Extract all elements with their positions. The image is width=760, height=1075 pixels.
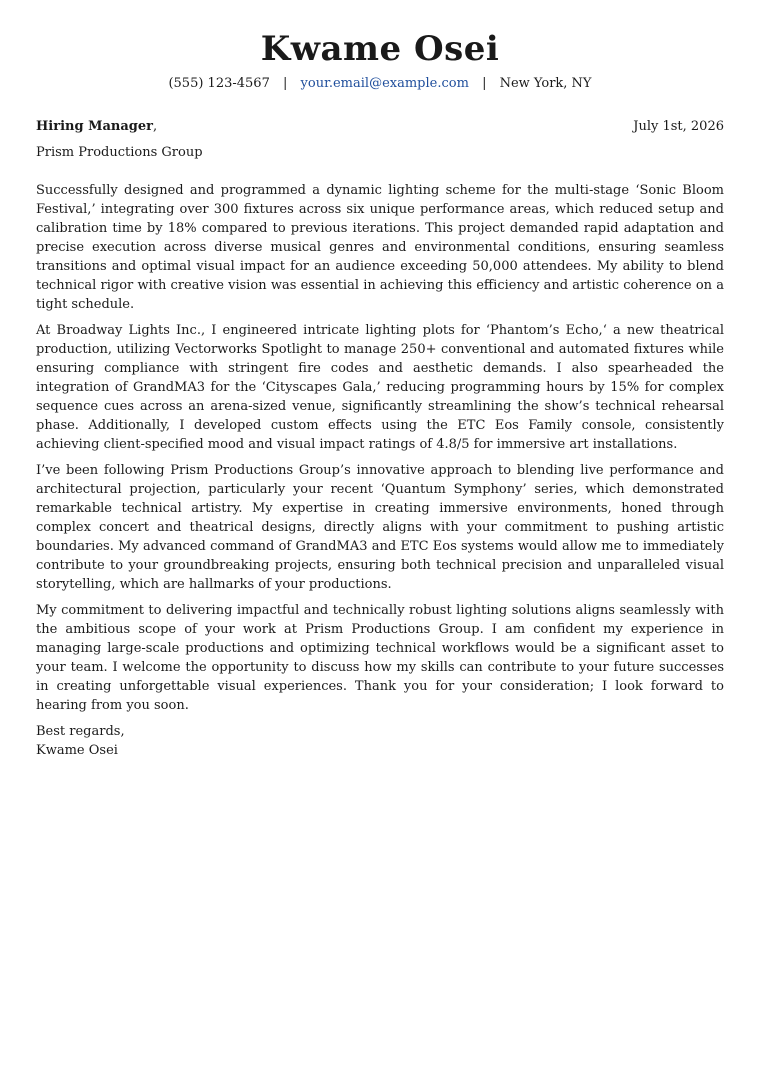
- body-paragraph: My commitment to delivering impactful and technically robust lighting solutions aligns seamlessly with the ambitious scope of your work at Prism Productions Group. I am confident my experience in managing large-scale productions and optimizing technical workflows would be a significant asset to your team. I welcome the opportunity to discuss how my skills can contribute to your future successes in creating unforgettable visual experiences. Thank you for your consideration; I look forward to hearing from you soon.: [36, 603, 724, 713]
- sign-off: Best regards,: [36, 724, 125, 739]
- cover-letter-page: [36, 26, 724, 760]
- phone-number: (555) 123-4567: [168, 76, 270, 91]
- location: New York, NY: [499, 76, 592, 91]
- letter-closing: [36, 722, 724, 760]
- letter-body: [36, 181, 724, 715]
- signature-name: Kwame Osei: [36, 743, 118, 758]
- contact-separator: |: [283, 76, 288, 91]
- body-paragraph: Successfully designed and programmed a dynamic lighting scheme for the multi-stage ‘Sonic Bloom Festival,’ integrating over 300 fixtures across six unique performance areas, which reduced setup and calibration time by 18% compared to previous iterations. This project demanded rapid adaptation and precise execution across diverse musical genres and environmental conditions, ensuring seamless transitions and optimal visual impact for an audience exceeding 50,000 attendees. My ability to blend technical rigor with creative vision was essential in achieving this efficiency and artistic coherence on a tight schedule.: [36, 183, 724, 312]
- salutation: [36, 117, 157, 137]
- recipient-name: Hiring Manager: [36, 119, 153, 134]
- letter-date: July 1st, 2026: [633, 119, 724, 134]
- salutation-row: [36, 117, 724, 137]
- applicant-name: Kwame Osei: [260, 29, 500, 69]
- body-paragraph: At Broadway Lights Inc., I engineered intricate lighting plots for ‘Phantom’s Echo,‘ a new theatrical production, utilizing Vectorworks Spotlight to manage 250+ conventional and automated fixtures while ensuring compliance with stringent fire codes and aesthetic demands. I also spearheaded the integration of GrandMA3 for the ‘Cityscapes Gala,’ reducing programming hours by 15% for complex sequence cues across an arena-sized venue, significantly streamlining the show’s technical rehearsal phase. Additionally, I developed custom effects using the ETC Eos Family console, consistently achieving client-specified mood and visual impact ratings of 4.8/5 for immersive art installations.: [36, 323, 724, 452]
- contact-separator: |: [482, 76, 487, 91]
- contact-line: [36, 74, 724, 94]
- salutation-punctuation: ,: [152, 119, 158, 134]
- recipient-company: Prism Productions Group: [36, 145, 203, 160]
- body-paragraph: I’ve been following Prism Productions Group’s innovative approach to blending live performance and architectural projection, particularly your recent ‘Quantum Symphony’ series, which demonstrated remarkable technical artistry. My expertise in creating immersive environments, honed through complex concert and theatrical designs, directly aligns with your commitment to pushing artistic boundaries. My advanced command of GrandMA3 and ETC Eos systems would allow me to immediately contribute to your groundbreaking projects, ensuring both technical precision and unparalleled visual storytelling, which are hallmarks of your productions.: [36, 463, 724, 592]
- email-link[interactable]: your.email@example.com: [300, 76, 469, 91]
